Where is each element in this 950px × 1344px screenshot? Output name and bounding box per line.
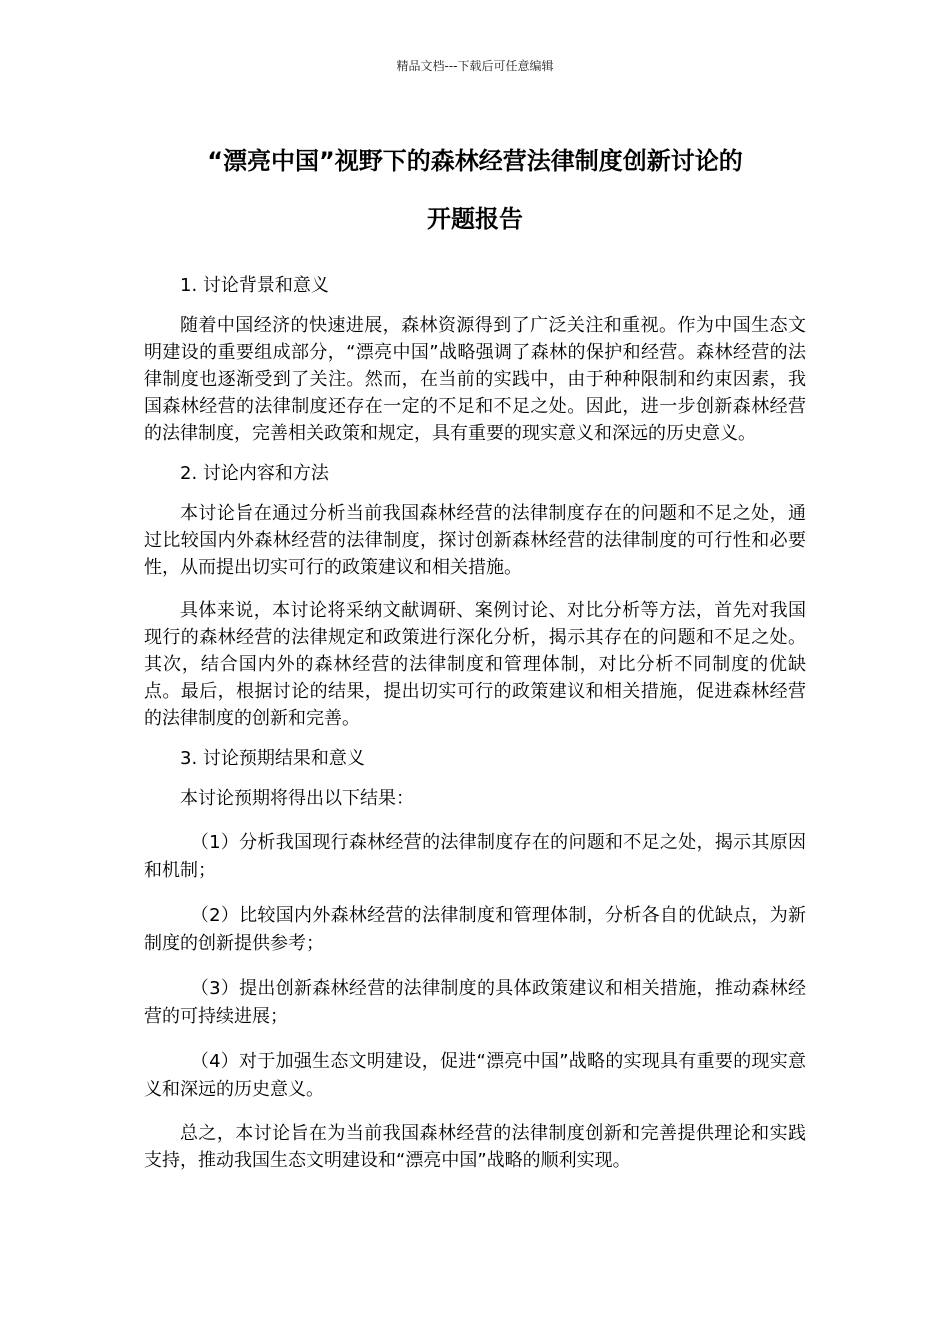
result-item-2: （2）比较国内外森林经营的法律制度和管理体制，分析各自的优缺点，为新制度的创新提供参考；	[144, 905, 806, 954]
title-line-2: 开题报告	[427, 205, 523, 233]
section-2-paragraph-2: 具体来说，本讨论将采纳文献调研、案例讨论、对比分析等方法，首先对我国现行的森林经营的法律规定和政策进行深化分析，揭示其存在的问题和不足之处。其次，结合国内外的森林经营的法律制度和管理体制，对比分析不同制度的优缺点。最后，根据讨论的结果，提出切实可行的政策建议和相关措施，促进森林经营的法律制度的创新和完善。	[144, 600, 806, 729]
result-item-4: （4）对于加强生态文明建设，促进“漂亮中国”战略的实现具有重要的现实意义和深远的历史意义。	[144, 1051, 806, 1100]
conclusion-paragraph: 总之，本讨论旨在为当前我国森林经营的法律制度创新和完善提供理论和实践支持，推动我国生态文明建设和“漂亮中国”战略的顺利实现。	[144, 1123, 806, 1171]
section-1-paragraph: 随着中国经济的快速进展，森林资源得到了广泛关注和重视。作为中国生态文明建设的重要组成部分，“漂亮中国”战略强调了森林的保护和经营。森林经营的法律制度也逐渐受到了关注。然而，在当前的实践中，由于种种限制和约束因素，我国森林经营的法律制度还存在一定的不足和不足之处。因此，进一步创新森林经营的法律制度，完善相关政策和规定，具有重要的现实意义和深远的历史意义。	[144, 315, 806, 444]
result-item-1: （1）分析我国现行森林经营的法律制度存在的问题和不足之处，揭示其原因和机制；	[144, 832, 806, 881]
section-3-heading: 3. 讨论预期结果和意义	[180, 748, 365, 769]
section-2-heading: 2. 讨论内容和方法	[180, 463, 329, 484]
section-3-intro: 本讨论预期将得出以下结果：	[180, 788, 414, 809]
header-note: 精品文档---下载后可任意编辑	[396, 59, 554, 73]
title-line-1: “漂亮中国”视野下的森林经营法律制度创新讨论的	[207, 147, 743, 175]
section-2-paragraph-1: 本讨论旨在通过分析当前我国森林经营的法律制度存在的问题和不足之处，通过比较国内外森林经营的法律制度，探讨创新森林经营的法律制度的可行性和必要性，从而提出切实可行的政策建议和相关措施。	[144, 503, 806, 578]
document-title	[120, 132, 830, 248]
section-1-heading: 1. 讨论背景和意义	[180, 275, 329, 296]
document-body	[144, 272, 806, 1174]
result-item-3: （3）提出创新森林经营的法律制度的具体政策建议和相关措施，推动森林经营的可持续进展；	[144, 978, 806, 1027]
